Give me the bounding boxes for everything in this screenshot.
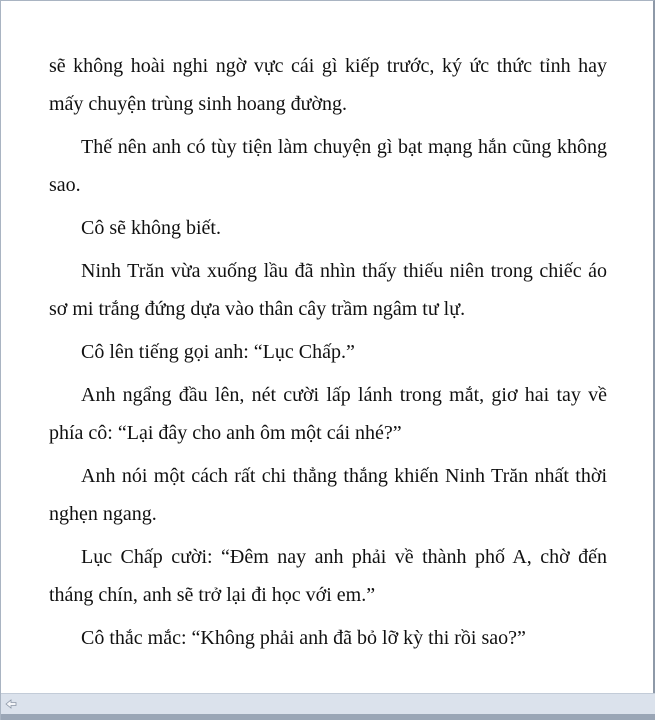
paragraph: Anh ngẩng đầu lên, nét cười lấp lánh trong mắt, giơ hai tay về phía cô: “Lại đây cho anh ôm một cái nhé?”: [49, 384, 607, 444]
paragraph-continuation: sẽ không hoài nghi ngờ vực cái gì kiếp trước, ký ức thức tỉnh hay mấy chuyện trùng sinh hoang đường.: [49, 55, 607, 115]
paragraph: Cô thắc mắc: “Không phải anh đã bỏ lỡ kỳ thi rồi sao?”: [81, 627, 526, 649]
paragraph: Anh nói một cách rất chi thẳng thắng khiến Ninh Trăn nhất thời nghẹn ngang.: [49, 465, 607, 525]
window-bottom-edge: [1, 714, 655, 720]
paragraph: Cô sẽ không biết.: [81, 217, 221, 239]
document-page: [1, 1, 652, 693]
paragraph: Thế nên anh có tùy tiện làm chuyện gì bạt mạng hắn cũng không sao.: [49, 136, 607, 196]
scroll-left-arrow-icon[interactable]: [5, 699, 17, 709]
document-text-body: [49, 47, 607, 662]
paragraph: Lục Chấp cười: “Đêm nay anh phải về thành phố A, chờ đến tháng chín, anh sẽ trở lại đi học với em.”: [49, 546, 607, 606]
paragraph: Cô lên tiếng gọi anh: “Lục Chấp.”: [81, 341, 355, 363]
paragraph: Ninh Trăn vừa xuống lầu đã nhìn thấy thiếu niên trong chiếc áo sơ mi trắng đứng dựa vào thân cây trầm ngâm tư lự.: [49, 260, 607, 320]
